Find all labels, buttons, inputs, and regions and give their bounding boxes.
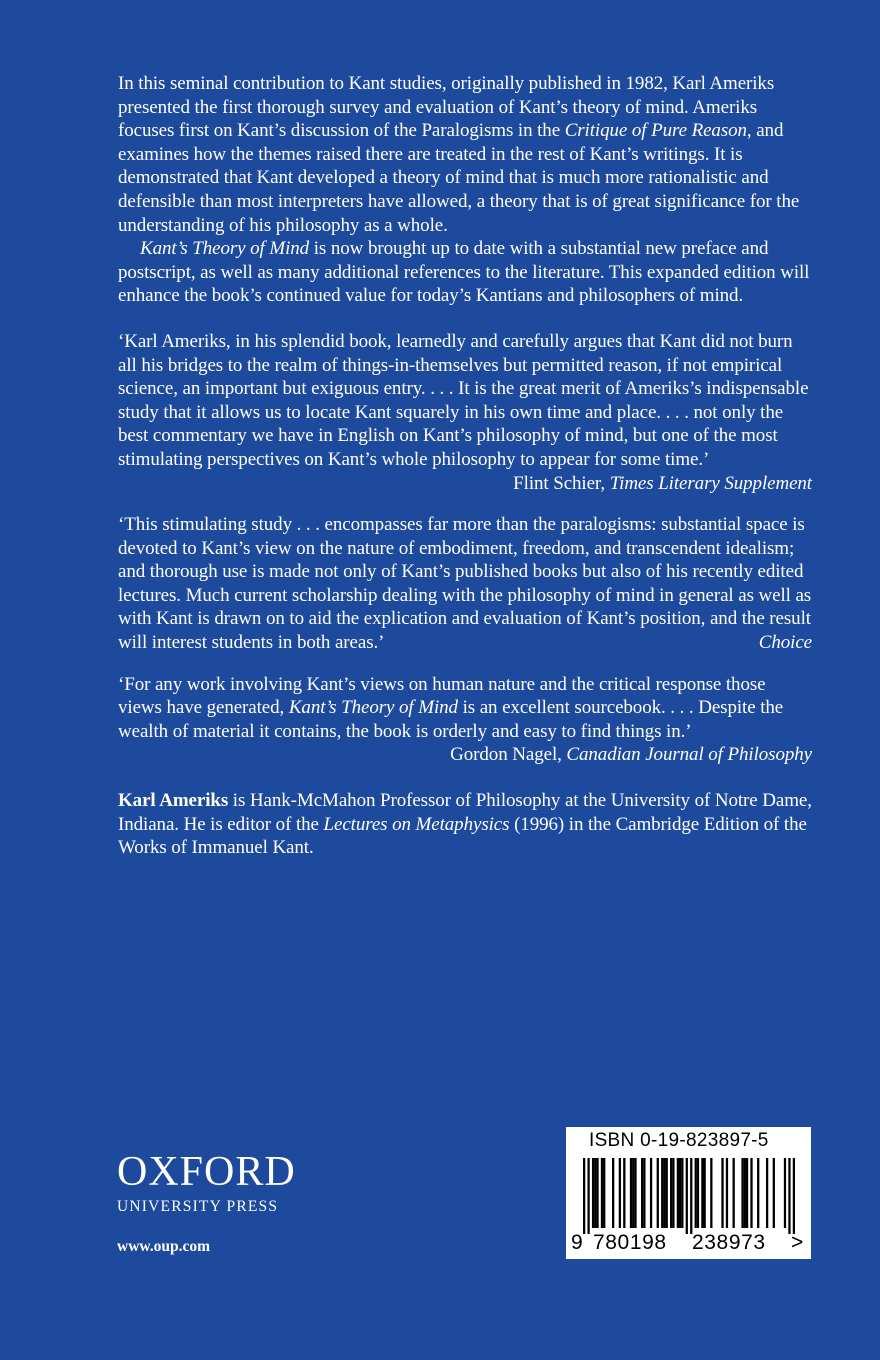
barcode-bar: [721, 1158, 723, 1228]
barcode-bar: [793, 1158, 795, 1234]
author-bio: [118, 789, 812, 860]
barcode-bar: [733, 1158, 735, 1228]
barcode-bar: [657, 1158, 659, 1228]
barcode-panel: [566, 1127, 811, 1259]
description-text: is now brought up to date with a substantial new preface and postscript, as well as many additional references to the literature. This expanded edition will enhance the book’s continued value for today’s Kantians and philosophers of mind.: [118, 238, 810, 307]
review-text: ‘For any work involving Kant’s views on human nature and the critical response those views have generated,: [118, 673, 766, 719]
ean-arrow: >: [791, 1231, 804, 1254]
review-text: ‘This stimulating study . . . encompasses far more than the paralogisms: substantial space is devoted to Kant’s view on the nature of embodiment, freedom, and transcendent idealism; and thorough use is made not only of Kant’s published books but also of his recently edited lectures. Much current scholarship dealing with the philosophy of mind in general as well as with Kant is drawn on to aid the explication and evaluation of Kant’s position, and the result will interest students in both areas.’: [118, 514, 812, 654]
barcode-bar: [695, 1158, 697, 1228]
barcode-bar: [788, 1158, 790, 1234]
barcode-bar: [690, 1158, 692, 1234]
barcode-bar: [773, 1158, 775, 1228]
ean-right-group: 238973: [692, 1231, 766, 1254]
publisher-name: OXFORD: [117, 1149, 296, 1195]
barcode-bar: [603, 1158, 605, 1228]
barcode-bar: [677, 1158, 679, 1228]
bio-text: (1996) in the Cambridge Edition of the Works of Immanuel Kant.: [118, 813, 807, 859]
review-source: Canadian Journal of Philosophy: [566, 744, 812, 766]
barcode-bar: [710, 1158, 712, 1228]
description-paragraph-2: [118, 237, 812, 308]
barcode-bar: [630, 1158, 632, 1228]
barcode-bar: [746, 1158, 748, 1228]
barcode-bar: [612, 1158, 614, 1228]
barcode-bar: [601, 1158, 603, 1228]
barcode-bar: [632, 1158, 634, 1228]
barcode-bar: [619, 1158, 621, 1228]
barcode-bar: [634, 1158, 636, 1228]
review-3-attribution: [450, 743, 812, 767]
description-text: In this seminal contribution to Kant studies, originally published in 1982, Karl Ameriks presented the first thorough survey and evaluation of Kant’s theory of mind. Ameriks focuses first on Kant’s discussion of the Paralogisms in the: [118, 73, 775, 142]
work-title-italic: Lectures on Metaphysics: [323, 813, 510, 835]
review-2: [118, 513, 812, 655]
barcode-bar: [757, 1158, 759, 1228]
bio-text: is Hank-McMahon Professor of Philosophy at the University of Notre Dame, Indiana. He is editor of the: [118, 790, 812, 835]
barcode-bar: [594, 1158, 596, 1228]
description-paragraph-1: [118, 72, 812, 237]
review-source: Choice: [758, 632, 812, 654]
publisher-subtitle: UNIVERSITY PRESS: [117, 1198, 279, 1215]
barcode-bar: [681, 1158, 683, 1228]
barcode-bar: [592, 1158, 594, 1228]
book-title-italic: Kant’s Theory of Mind: [288, 697, 458, 719]
book-title-italic: Kant’s Theory of Mind: [140, 238, 310, 260]
barcode-bar: [697, 1158, 699, 1228]
reviewer-name: Gordon Nagel,: [450, 744, 567, 766]
barcode-bar: [750, 1158, 752, 1228]
author-name: Karl Ameriks: [118, 790, 229, 812]
barcode-bar: [701, 1158, 703, 1228]
barcode-bar: [784, 1158, 786, 1228]
barcode-bar: [744, 1158, 746, 1228]
barcode-bar: [641, 1158, 643, 1228]
reviewer-name: Flint Schier,: [513, 472, 610, 494]
barcode-bar: [670, 1158, 672, 1228]
barcode-bar: [766, 1158, 768, 1228]
book-title-italic: Critique of Pure Reason: [564, 120, 747, 142]
barcode-bar: [666, 1158, 668, 1228]
cover-text: [118, 72, 812, 860]
publisher-website[interactable]: www.oup.com: [117, 1238, 211, 1255]
barcode-bar: [672, 1158, 674, 1228]
barcode-bar: [643, 1158, 645, 1228]
isbn-number: ISBN 0-19-823897-5: [589, 1130, 769, 1151]
barcode-bar: [741, 1158, 743, 1228]
review-1-attribution: [118, 472, 812, 496]
barcode-bar: [596, 1158, 598, 1228]
barcode-bar: [583, 1158, 585, 1234]
barcode-bar: [650, 1158, 652, 1228]
barcode-bar: [686, 1158, 688, 1234]
barcode-bar: [704, 1158, 706, 1228]
review-3: [118, 673, 812, 767]
barcode-bar: [679, 1158, 681, 1228]
barcode-bars: [583, 1158, 795, 1234]
ean-left-group: 780198: [593, 1231, 667, 1254]
oxford-logo: [117, 1150, 317, 1216]
description-text: , and examines how the themes raised there are treated in the rest of Kant’s writings. It is demonstrated that Kant developed a theory of mind that is much more rationalistic and defensible than most interpreters have allowed, a theory that is of great significance for the understanding of his philosophy as a whole.: [118, 120, 800, 236]
review-text: is an excellent sourcebook. . . . Despite the wealth of material it contains, the book is orderly and easy to find things in.’: [118, 697, 784, 742]
barcode-bar: [587, 1158, 589, 1234]
barcode-bar: [661, 1158, 663, 1228]
ean-lead-digit: 9: [571, 1231, 583, 1254]
review-text: ‘Karl Ameriks, in his splendid book, learnedly and carefully argues that Kant did not burn all his bridges to the realm of things-in-themselves but permitted reason, if not empirical science, an important but exiguous entry. . . . It is the great merit of Ameriks’s indispensable study that it allows us to locate Kant squarely in his own time and place. . . . not only the best commentary we have in English on Kant’s philosophy of mind, but one of the most stimulating perspectives on Kant’s whole philosophy to appear for some time.’: [118, 330, 809, 470]
barcode-bar: [663, 1158, 665, 1228]
barcode-bar: [726, 1158, 728, 1228]
barcode-bar: [623, 1158, 625, 1228]
review-1: [118, 330, 812, 472]
review-source: Times Literary Supplement: [609, 472, 812, 494]
